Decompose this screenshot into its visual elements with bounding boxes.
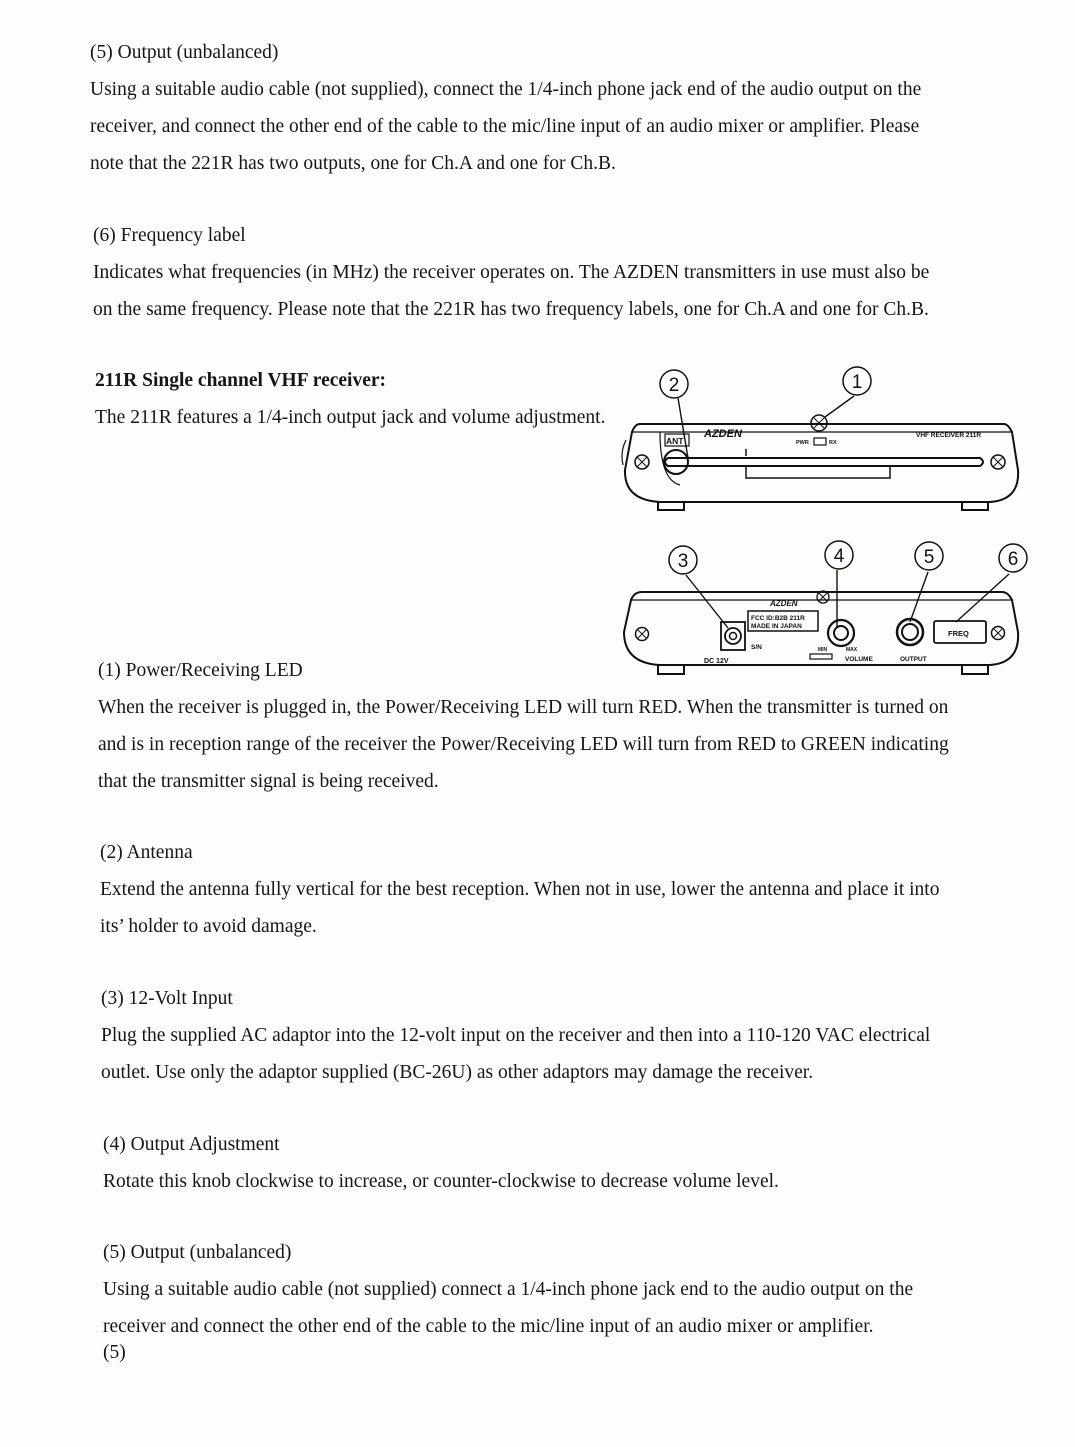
body-line: The 211R features a 1/4-inch output jack and volume adjustment. [95, 407, 606, 428]
page-number: (5) [103, 1342, 126, 1363]
section-antenna [100, 834, 939, 945]
section-frequency-label [93, 217, 929, 328]
front-model-label: VHF RECEIVER 211R [916, 432, 982, 439]
svg-text:3: 3 [677, 551, 689, 572]
receiver-illustration [620, 360, 1030, 680]
section-heading: 211R Single channel VHF receiver: [95, 370, 387, 391]
front-led-label-2: RX [829, 440, 837, 446]
body-line: Rotate this knob clockwise to increase, or counter-clockwise to decrease volume level. [103, 1171, 779, 1192]
svg-text:2: 2 [668, 375, 680, 396]
front-ant-label: ANT [666, 436, 684, 446]
callout-1 [843, 367, 871, 395]
body-line: note that the 221R has two outputs, one for Ch.A and one for Ch.B. [90, 153, 616, 174]
front-panel-drawing [622, 415, 1018, 510]
body-line: on the same frequency. Please note that the 221R has two frequency labels, one for Ch.A and one for Ch.B. [93, 299, 929, 320]
rear-fcc-line1: FCC ID:B2B 211R [751, 615, 805, 622]
rear-volume-label: VOLUME [845, 656, 873, 663]
callout-3 [669, 546, 697, 574]
callout-6 [999, 544, 1027, 572]
body-line: and is in reception range of the receiver the Power/Receiving LED will turn from RED to GREEN indicating [98, 734, 949, 755]
svg-text:6: 6 [1007, 549, 1019, 570]
svg-text:5: 5 [923, 547, 935, 568]
body-line: Indicates what frequencies (in MHz) the receiver operates on. The AZDEN transmitters in use must also be [93, 262, 930, 283]
svg-text:1: 1 [851, 372, 863, 393]
section-heading: (3) 12-Volt Input [101, 988, 233, 1009]
body-line: receiver, and connect the other end of the cable to the mic/line input of an audio mixer or amplifier. Please [90, 116, 920, 137]
front-brand-logo: AZDEN [704, 428, 742, 440]
section-heading: (6) Frequency label [93, 225, 246, 246]
rear-volume-max: MAX [846, 647, 858, 653]
rear-fcc-line2: MADE IN JAPAN [751, 623, 802, 630]
body-line: that the transmitter signal is being received. [98, 771, 439, 792]
section-output-unbalanced-211r [103, 1234, 913, 1345]
section-heading: (5) Output (unbalanced) [90, 42, 279, 63]
body-line: Using a suitable audio cable (not supplied) connect a 1/4-inch phone jack end to the audio output on the [103, 1279, 914, 1300]
callout-4 [825, 541, 853, 569]
body-line: outlet. Use only the adaptor supplied (BC-26U) as other adaptors may damage the receiver. [101, 1062, 814, 1083]
front-led-label: PWR [796, 440, 809, 446]
section-heading: (5) Output (unbalanced) [103, 1242, 292, 1263]
svg-text:4: 4 [833, 546, 845, 567]
section-heading: (4) Output Adjustment [103, 1134, 280, 1155]
rear-output-label: OUTPUT [900, 656, 927, 663]
rear-freq-label: FREQ [948, 629, 969, 638]
body-line: Plug the supplied AC adaptor into the 12-volt input on the receiver and then into a 110-120 VAC electrical [101, 1025, 931, 1046]
section-output-unbalanced-221r [90, 34, 921, 182]
section-heading: (2) Antenna [100, 842, 193, 863]
body-line: Extend the antenna fully vertical for the best reception. When not in use, lower the antenna and place it into [100, 879, 940, 900]
callout-5 [915, 542, 943, 570]
section-12-volt-input [101, 980, 930, 1091]
section-211r-intro [95, 362, 605, 436]
section-heading: (1) Power/Receiving LED [98, 660, 303, 681]
rear-sn-label: S/N [751, 644, 762, 651]
body-line: receiver and connect the other end of the cable to the mic/line input of an audio mixer or amplifier. [103, 1316, 874, 1337]
section-output-adjustment [103, 1126, 779, 1200]
body-line: When the receiver is plugged in, the Power/Receiving LED will turn RED. When the transmitter is turned on [98, 697, 949, 718]
body-line: Using a suitable audio cable (not supplied), connect the 1/4-inch phone jack end of the audio output on the [90, 79, 922, 100]
rear-dc-label: DC 12V [704, 658, 729, 665]
body-line: its’ holder to avoid damage. [100, 916, 317, 937]
callout-2 [660, 370, 688, 398]
rear-volume-min: MIN [818, 647, 828, 653]
rear-brand-logo: AZDEN [770, 599, 798, 608]
